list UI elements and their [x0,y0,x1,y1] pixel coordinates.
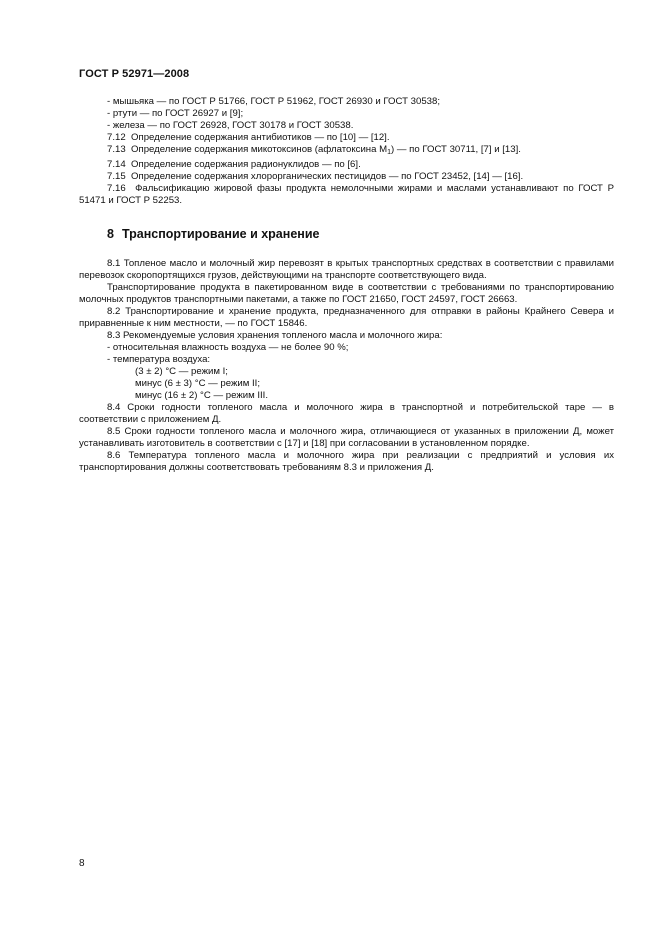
list-item-temperature: - температура воздуха: [107,354,211,365]
temperature-mode-2: минус (6 ± 3) °С — режим II; [135,378,261,389]
list-item: - ртути — по ГОСТ 26927 и [9]; [107,108,244,119]
temperature-mode-1: (3 ± 2) °С — режим I; [135,366,228,377]
section-7-continuation [79,96,614,207]
clause-7-14: 7.14 Определение содержания радионуклидов — по [6]. [107,159,361,170]
clause-8-1-paragraph-2: Транспортирование продукта в пакетированном виде в соответствии с требованиями по транспортированию молочных продуктов транспортными пакетами, а также по ГОСТ 21650, ГОСТ 24597, ГОСТ 26663. [79,282,614,305]
section-number: 8 [107,227,114,241]
document-code-header: ГОСТ Р 52971—2008 [79,68,190,80]
clause-8-4: 8.4 Сроки годности топленого масла и молочного жира в транспортной и потребительской таре — в соответствии с приложением Д. [79,402,614,425]
section-8-body [79,258,614,474]
clause-7-15: 7.15 Определение содержания хлорорганических пестицидов — по ГОСТ 23452, [14] — [16]. [107,171,524,182]
page-number: 8 [79,858,85,869]
section-8-heading [107,227,319,241]
section-title: Транспортирование и хранение [121,227,320,241]
clause-8-6: 8.6 Температура топленого масла и молочного жира при реализации с предприятий и условия их транспортирования должны соответствовать требованиям 8.3 и приложения Д. [79,450,614,473]
clause-8-1: 8.1 Топленое масло и молочный жир перевозят в крытых транспортных средствах в соответствии с правилами перевозок скоропортящихся грузов, действующими на транспорте соответствующего вида. [79,258,614,281]
clause-7-12: 7.12 Определение содержания антибиотиков — по [10] — [12]. [107,132,390,143]
clause-7-13: 7.13 Определение содержания микотоксинов (афлатоксина $М_1$) — по ГОСТ 30711, [7] и [13]. [107,144,521,156]
list-item: - мышьяка — по ГОСТ Р 51766, ГОСТ Р 51962, ГОСТ 26930 и ГОСТ 30538; [107,96,440,107]
temperature-mode-3: минус (16 ± 2) °С — режим III. [135,390,269,401]
clause-7-16: 7.16 Фальсификацию жировой фазы продукта немолочными жирами и маслами устанавливают по ГОСТ Р 51471 и ГОСТ Р 52253. [79,183,614,206]
list-item-humidity: - относительная влажность воздуха — не более 90 %; [107,342,349,353]
clause-8-3: 8.3 Рекомендуемые условия хранения топленого масла и молочного жира: [107,330,443,341]
clause-8-2: 8.2 Транспортирование и хранение продукта, предназначенного для отправки в районы Крайнего Севера и приравненные к ним местности, — по ГОСТ 15846. [79,306,614,329]
list-item: - железа — по ГОСТ 26928, ГОСТ 30178 и ГОСТ 30538. [107,120,354,131]
clause-8-5: 8.5 Сроки годности топленого масла и молочного жира, отличающиеся от указанных в приложении Д, может устанавливать изготовитель в соответствии с [17] и [18] при согласовании в установленном порядке. [79,426,614,449]
